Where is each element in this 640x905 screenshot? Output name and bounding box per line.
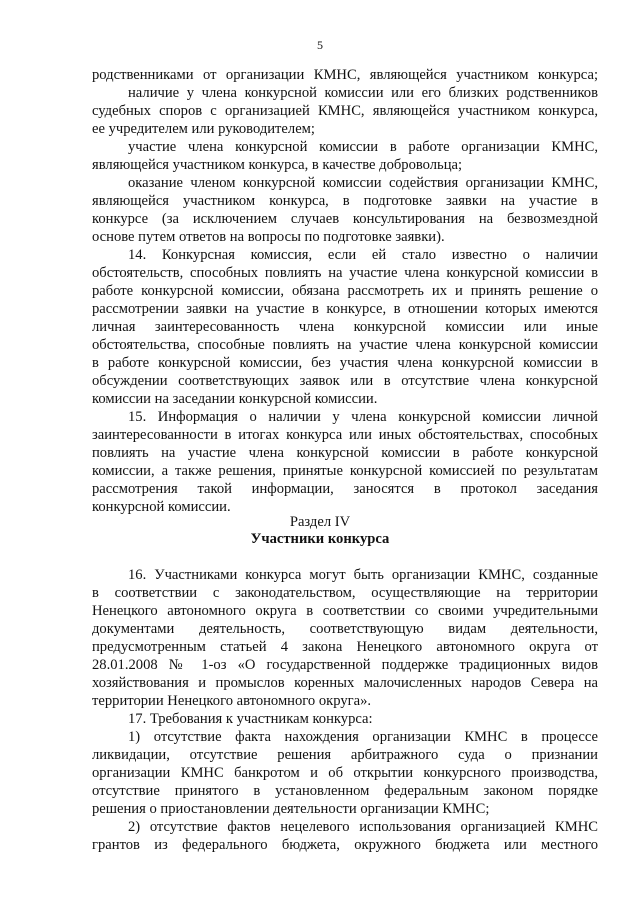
text-line: судебных споров с организацией КМНС, являющейся участником конкурса,: [92, 103, 598, 119]
text-line: наличие у члена конкурсной комиссии или его близких родственников: [128, 85, 598, 101]
text-line: Ненецкого автономного округа в соответствии со своими учредительными: [92, 603, 598, 619]
text-line: обстоятельств, способных повлиять на участие члена конкурсной комиссии в: [92, 265, 598, 281]
section-label: Раздел IV: [289, 514, 351, 530]
text-line: оказание членом конкурсной комиссии содействия организации КМНС,: [128, 175, 598, 191]
text-line: в соответствии с законодательством, осуществляющие на территории: [92, 585, 598, 601]
text-line: документами деятельность, соответствующую видам деятельности,: [92, 621, 598, 637]
text-line: хозяйствования и промыслов коренных малочисленных народов Севера на: [92, 675, 598, 691]
text-line: являющейся участником конкурса, в подготовке заявки на участие в: [92, 193, 598, 209]
text-line: конкурсной комиссии.: [92, 499, 231, 515]
text-line: 17. Требования к участникам конкурса:: [128, 711, 373, 727]
text-line: обстоятельства, способные повлиять на участие члена конкурсной комиссии: [92, 337, 598, 353]
text-line: основе путем ответов на вопросы по подготовке заявки).: [92, 229, 445, 245]
text-line: конкурсе (за исключением случаев консультирования на безвозмездной: [92, 211, 598, 227]
text-line: предусмотренным статьей 4 закона Ненецкого автономного округа от: [92, 639, 598, 655]
text-line: территории Ненецкого автономного округа».: [92, 693, 372, 709]
text-line: родственниками от организации КМНС, являющейся участником конкурса;: [92, 67, 598, 83]
text-line: рассмотрении заявки на участие в конкурсе, в отношении которых имеются: [92, 301, 598, 317]
text-line: обсуждении соответствующих заявок или в отсутствие члена конкурсной: [92, 373, 598, 389]
text-line: 1) отсутствие факта нахождения организации КМНС в процессе: [128, 729, 598, 745]
text-line: повлиять на участие члена конкурсной комиссии в работе конкурсной: [92, 445, 598, 461]
text-line: участие члена конкурсной комиссии в работе организации КМНС,: [128, 139, 598, 155]
text-line: ликвидации, отсутствие решения арбитражного суда о признании: [92, 747, 598, 763]
text-line: личная заинтересованность члена конкурсной комиссии или иные: [92, 319, 598, 335]
text-line: 14. Конкурсная комиссия, если ей стало известно о наличии: [128, 247, 598, 263]
text-line: комиссии, а также решения, принятые конкурсной комиссией по результатам: [92, 463, 598, 479]
text-line: ее учредителем или руководителем;: [92, 121, 315, 137]
text-line: организации КМНС банкротом и об открытии конкурсного производства,: [92, 765, 598, 781]
text-line: работе конкурсной комиссии, обязана рассмотреть их и принять решение о: [92, 283, 598, 299]
text-line: 28.01.2008 № 1-оз «О государственной поддержке традиционных видов: [92, 657, 598, 673]
text-line: 15. Информация о наличии у члена конкурсной комиссии личной: [128, 409, 598, 425]
section-title: Участники конкурса: [250, 531, 390, 547]
text-line: решения о приостановлении деятельности организации КМНС;: [92, 801, 490, 817]
text-line: отсутствие принятого в установленном федеральным законом порядке: [92, 783, 598, 799]
text-line: являющейся участником конкурса, в качестве добровольца;: [92, 157, 463, 173]
text-line: заинтересованности в итогах конкурса или иных обстоятельствах, способных: [92, 427, 598, 443]
text-line: в работе конкурсной комиссии, без участия члена конкурсной комиссии в: [92, 355, 598, 371]
text-line: комиссии на заседании конкурсной комиссии.: [92, 391, 378, 407]
text-line: грантов из федерального бюджета, окружного бюджета или местного: [92, 837, 598, 853]
text-line: 2) отсутствие фактов нецелевого использования организацией КМНС: [128, 819, 598, 835]
page-number: 5: [317, 38, 323, 52]
text-line: рассмотрения такой информации, заносятся в протокол заседания: [92, 481, 598, 497]
text-line: 16. Участниками конкурса могут быть организации КМНС, созданные: [128, 567, 598, 583]
